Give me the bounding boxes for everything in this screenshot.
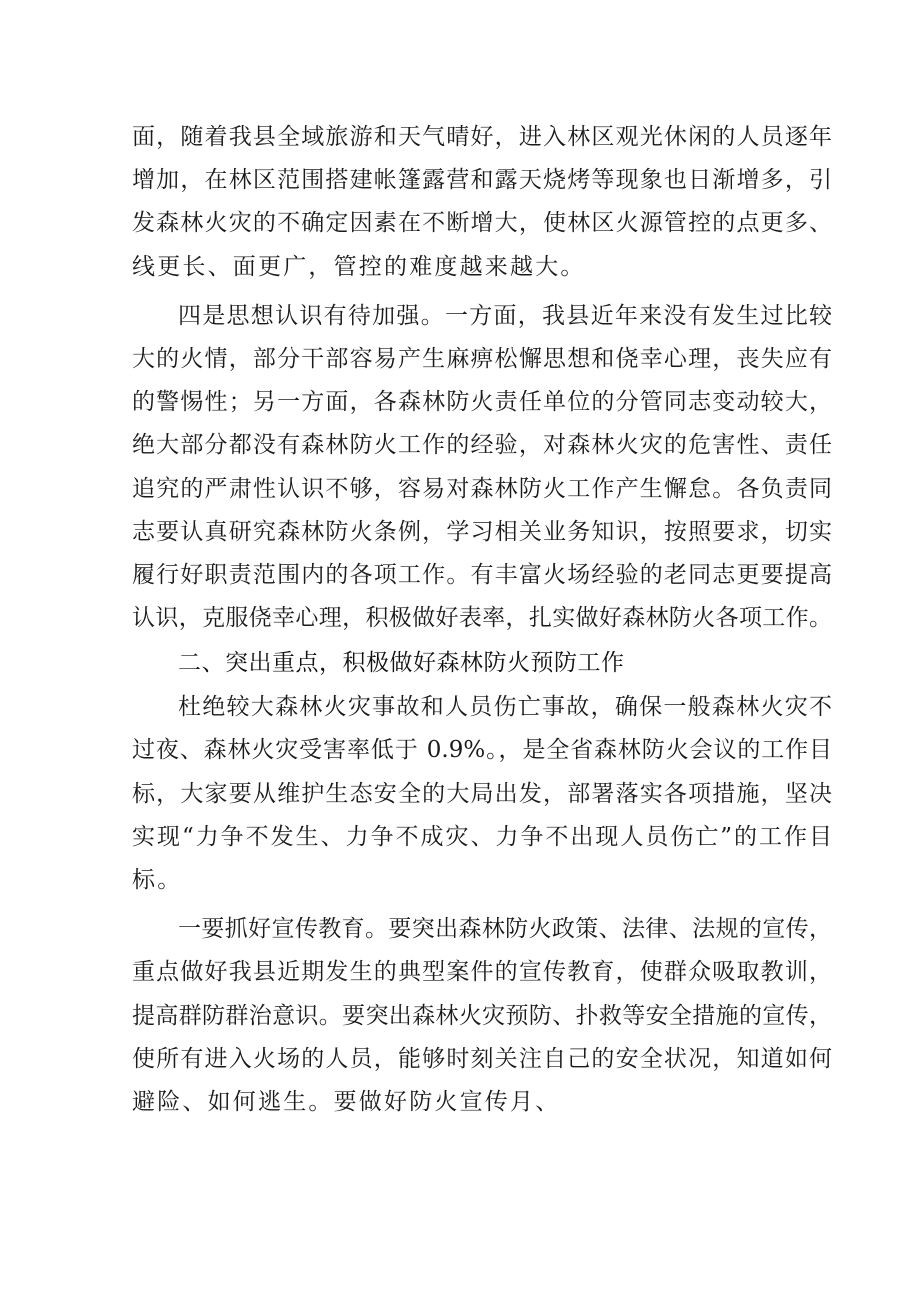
- text-line: 绝大部分都没有森林防火工作的经验，对森林火灾的危害性、责任: [132, 432, 832, 459]
- document-body: [132, 116, 832, 1124]
- paragraph-publicity: [132, 908, 832, 1124]
- text-line: 线更长、面更广，管控的难度越来越大。: [132, 253, 586, 280]
- paragraph-awareness: [132, 295, 832, 641]
- text-line: 增加，在林区范围搭建帐篷露营和露天烧烤等现象也日渐增多，引: [132, 167, 832, 194]
- text-line: 的警惕性；另一方面，各森林防火责任单位的分管同志变动较大，: [132, 389, 832, 416]
- text-line: 过夜、森林火灾受害率低于 0.9%。，是全省森林防火会议的工作目: [132, 737, 832, 764]
- text-line: 实现“力争不发生、力争不成灾、力争不出现人员伤亡”的工作目: [132, 823, 832, 850]
- text-line: 认识，克服侥幸心理，积极做好表率，扎实做好森林防火各项工作。: [132, 605, 832, 632]
- text-line: 标。: [132, 867, 183, 893]
- text-line: 志要认真研究森林防火条例，学习相关业务知识，按照要求，切实: [132, 518, 832, 545]
- text-line: 重点做好我县近期发生的典型案件的宣传教育，使群众吸取教训，: [132, 959, 832, 986]
- text-line: 提高群防群治意识。要突出森林火灾预防、扑救等安全措施的宣传，: [132, 1002, 832, 1029]
- text-line: 发森林火灾的不确定因素在不断增大，使林区火源管控的点更多、: [132, 210, 832, 237]
- text-line: 面，随着我县全域旅游和天气晴好，进入林区观光休闲的人员逐年: [132, 124, 832, 150]
- text-line: 杜绝较大森林火灾事故和人员伤亡事故，确保一般森林火灾不: [178, 694, 832, 721]
- text-line: 大的火情，部分干部容易产生麻痹松懈思想和侥幸心理，丧失应有: [132, 345, 832, 372]
- text-line: 履行好职责范围内的各项工作。有丰富火场经验的老同志更要提高: [132, 561, 832, 588]
- paragraph-fire-risk-continued: [132, 116, 832, 289]
- text-line: 使所有进入火场的人员，能够时刻关注自己的安全状况，知道如何: [132, 1045, 832, 1072]
- text-line: 四是思想认识有待加强。一方面，我县近年来没有发生过比较: [178, 302, 832, 329]
- section-heading: 二、突出重点，积极做好森林防火预防工作: [178, 650, 625, 677]
- paragraph-work-goal: [132, 686, 832, 902]
- text-line: 追究的严肃性认识不够，容易对森林防火工作产生懈怠。各负责同: [132, 475, 832, 502]
- text-line: 避险、如何逃生。要做好防火宣传月、: [132, 1088, 561, 1115]
- text-line: 标，大家要从维护生态安全的大局出发，部署落实各项措施，坚决: [132, 780, 832, 807]
- text-line: 一要抓好宣传教育。要突出森林防火政策、法律、法规的宣传，: [178, 916, 832, 943]
